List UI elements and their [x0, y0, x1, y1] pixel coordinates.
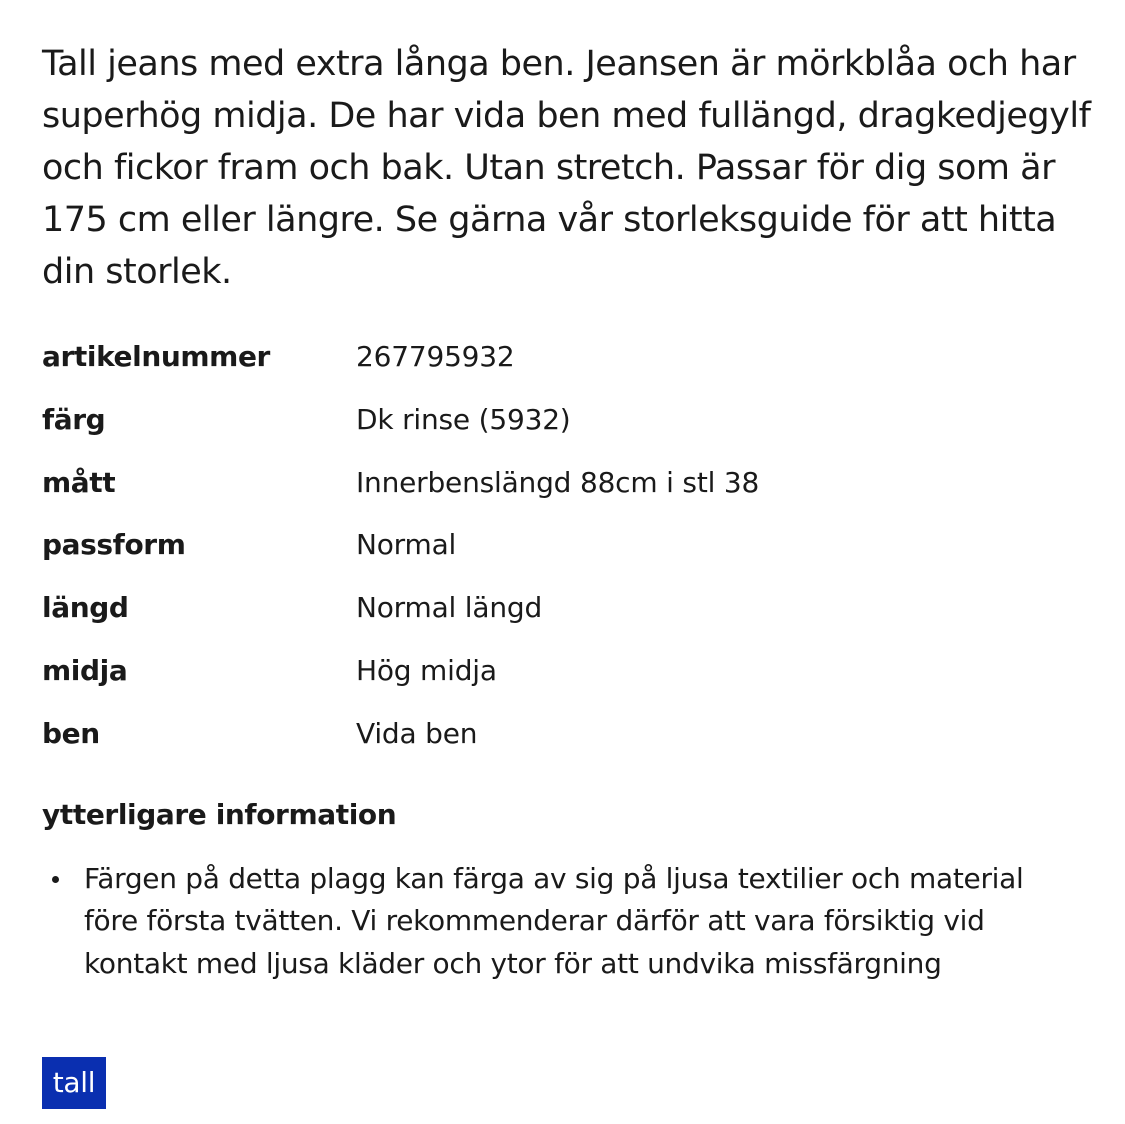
spec-row-farg: [42, 403, 1082, 466]
list-item: [42, 858, 1082, 986]
spec-table: [42, 340, 1082, 780]
spec-label: längd: [42, 591, 129, 625]
spec-label: ben: [42, 716, 100, 750]
spec-value: Hög midja: [356, 653, 497, 687]
spec-label: mått: [42, 465, 116, 499]
spec-value: Normal: [356, 528, 457, 562]
spec-row-passform: [42, 528, 1082, 591]
spec-value: Dk rinse (5932): [356, 402, 571, 436]
spec-label: artikelnummer: [42, 340, 270, 373]
spec-label: färg: [42, 402, 106, 436]
additional-info-heading: ytterligare information: [42, 797, 397, 831]
spec-row-ben: [42, 717, 1082, 780]
product-description: Tall jeans med extra långa ben. Jeansen är mörkblåa och har superhög midja. De har vida ben med fullängd, dragkedjegylf och fickor fram och bak. Utan stretch. Passar för dig som är 175 cm eller längre. Se gärna vår storleksguide för att hitta din storlek.: [42, 44, 1091, 292]
spec-value: Normal längd: [356, 591, 543, 625]
spec-row-artikelnummer: [42, 340, 1082, 403]
list-item-text: Färgen på detta plagg kan färga av sig på ljusa textilier och material före första tvätten. Vi rekommenderar därför att vara försiktig vid kontakt med ljusa kläder och ytor för att undvika missfärgning: [84, 861, 1024, 980]
additional-info-list: [42, 858, 1102, 986]
bullet-icon: [52, 876, 59, 883]
spec-value: Innerbenslängd 88cm i stl 38: [356, 465, 760, 499]
spec-row-matt: [42, 466, 1082, 529]
spec-label: passform: [42, 528, 186, 562]
spec-label: midja: [42, 653, 128, 687]
spec-value: 267795932: [356, 340, 515, 373]
spec-row-langd: [42, 591, 1082, 654]
tall-tag-link[interactable]: tall: [42, 1057, 106, 1109]
spec-row-midja: [42, 654, 1082, 717]
spec-value: Vida ben: [356, 716, 478, 750]
product-details: [42, 38, 1102, 985]
